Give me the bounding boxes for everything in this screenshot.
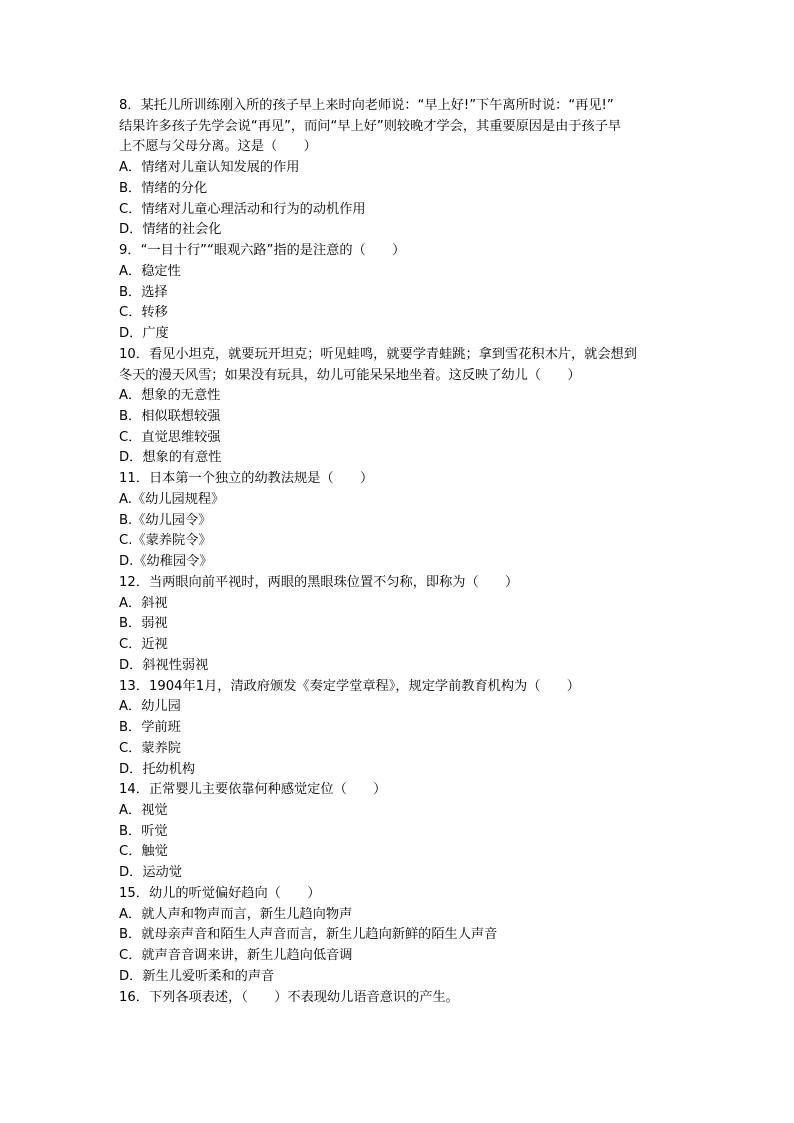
- option-b: B．选择: [119, 284, 168, 300]
- question-stem-line: 11．日本第一个独立的幼教法规是（ ）: [119, 471, 374, 487]
- option-b: B．就母亲声音和陌生人声音而言，新生儿趋向新鲜的陌生人声音: [119, 927, 498, 943]
- question-14: [119, 780, 679, 884]
- option-d: D．想象的有意性: [119, 450, 222, 466]
- question-16: [119, 988, 679, 1009]
- option-d: D．斜视性弱视: [119, 657, 209, 673]
- option-d: D．情绪的社会化: [119, 222, 222, 238]
- question-8: [119, 96, 679, 241]
- option-c: C．直觉思维较强: [119, 429, 221, 445]
- question-stem-line: 15．幼儿的听觉偏好趋向（ ）: [119, 885, 321, 901]
- option-a: A．想象的无意性: [119, 388, 221, 404]
- question-10: [119, 345, 679, 469]
- question-stem-line: 上不愿与父母分离。这是（ ）: [119, 139, 317, 155]
- question-stem-line: 12．当两眼向前平视时，两眼的黑眼珠位置不匀称，即称为（ ）: [119, 574, 519, 590]
- question-stem-line: 9．“一目十行”“眼观六路”指的是注意的（ ）: [119, 243, 406, 259]
- option-a: A．视觉: [119, 802, 168, 818]
- question-stem-line: 冬天的漫天风雪；如果没有玩具，幼儿可能呆呆地坐着。这反映了幼儿（ ）: [119, 367, 581, 383]
- option-c: C．近视: [119, 637, 168, 653]
- question-stem-line: 14．正常婴儿主要依靠何种感觉定位（ ）: [119, 782, 387, 798]
- question-13: [119, 677, 679, 781]
- option-a: A．就人声和物声而言，新生儿趋向物声: [119, 906, 353, 922]
- option-c: C．情绪对儿童心理活动和行为的动机作用: [119, 201, 366, 217]
- option-b: B．听觉: [119, 823, 168, 839]
- option-b: B．学前班: [119, 720, 181, 736]
- option-c: C．就声音音调来讲，新生儿趋向低音调: [119, 948, 353, 964]
- option-c: C．转移: [119, 305, 168, 321]
- option-d: D．托幼机构: [119, 761, 196, 777]
- option-d: D．新生儿爱听柔和的声音: [119, 968, 275, 984]
- option-a: A．情绪对儿童认知发展的作用: [119, 160, 300, 176]
- option-a: A.《幼儿园规程》: [119, 491, 225, 507]
- question-stem-line: 13．1904年1月，清政府颁发《奏定学堂章程》，规定学前教育机构为（ ）: [119, 678, 580, 694]
- option-c: C．蒙养院: [119, 740, 181, 756]
- option-a: A．幼儿园: [119, 699, 181, 715]
- option-d: D.《幼稚园令》: [119, 554, 213, 570]
- option-b: B.《幼儿园令》: [119, 512, 212, 528]
- option-d: D．运动觉: [119, 865, 182, 881]
- option-b: B．弱视: [119, 616, 168, 632]
- option-a: A．稳定性: [119, 263, 181, 279]
- option-c: C．触觉: [119, 844, 168, 860]
- option-a: A．斜视: [119, 595, 168, 611]
- question-12: [119, 573, 679, 677]
- question-stem-line: 16．下列各项表述，（ ）不表现幼儿语音意识的产生。: [119, 989, 459, 1005]
- option-c: C.《蒙养院令》: [119, 533, 212, 549]
- question-stem-line: 8．某托儿所训练刚入所的孩子早上来时向老师说：“早上好!”下午离所时说：“再见!”: [119, 98, 614, 113]
- option-b: B．情绪的分化: [119, 180, 208, 196]
- question-stem-line: 10．看见小坦克，就要玩开坦克；听见蛙鸣，就要学青蛙跳；拿到雪花积木片，就会想到: [119, 346, 637, 362]
- question-11: [119, 469, 679, 573]
- option-b: B．相似联想较强: [119, 409, 221, 425]
- question-15: [119, 884, 679, 988]
- option-d: D．广度: [119, 326, 169, 342]
- document-page: [119, 96, 679, 1008]
- question-stem-line: 结果许多孩子先学会说“再见”，而问“早上好”则较晚才学会，其重要原因是由于孩子早: [119, 118, 622, 134]
- question-9: [119, 241, 679, 345]
